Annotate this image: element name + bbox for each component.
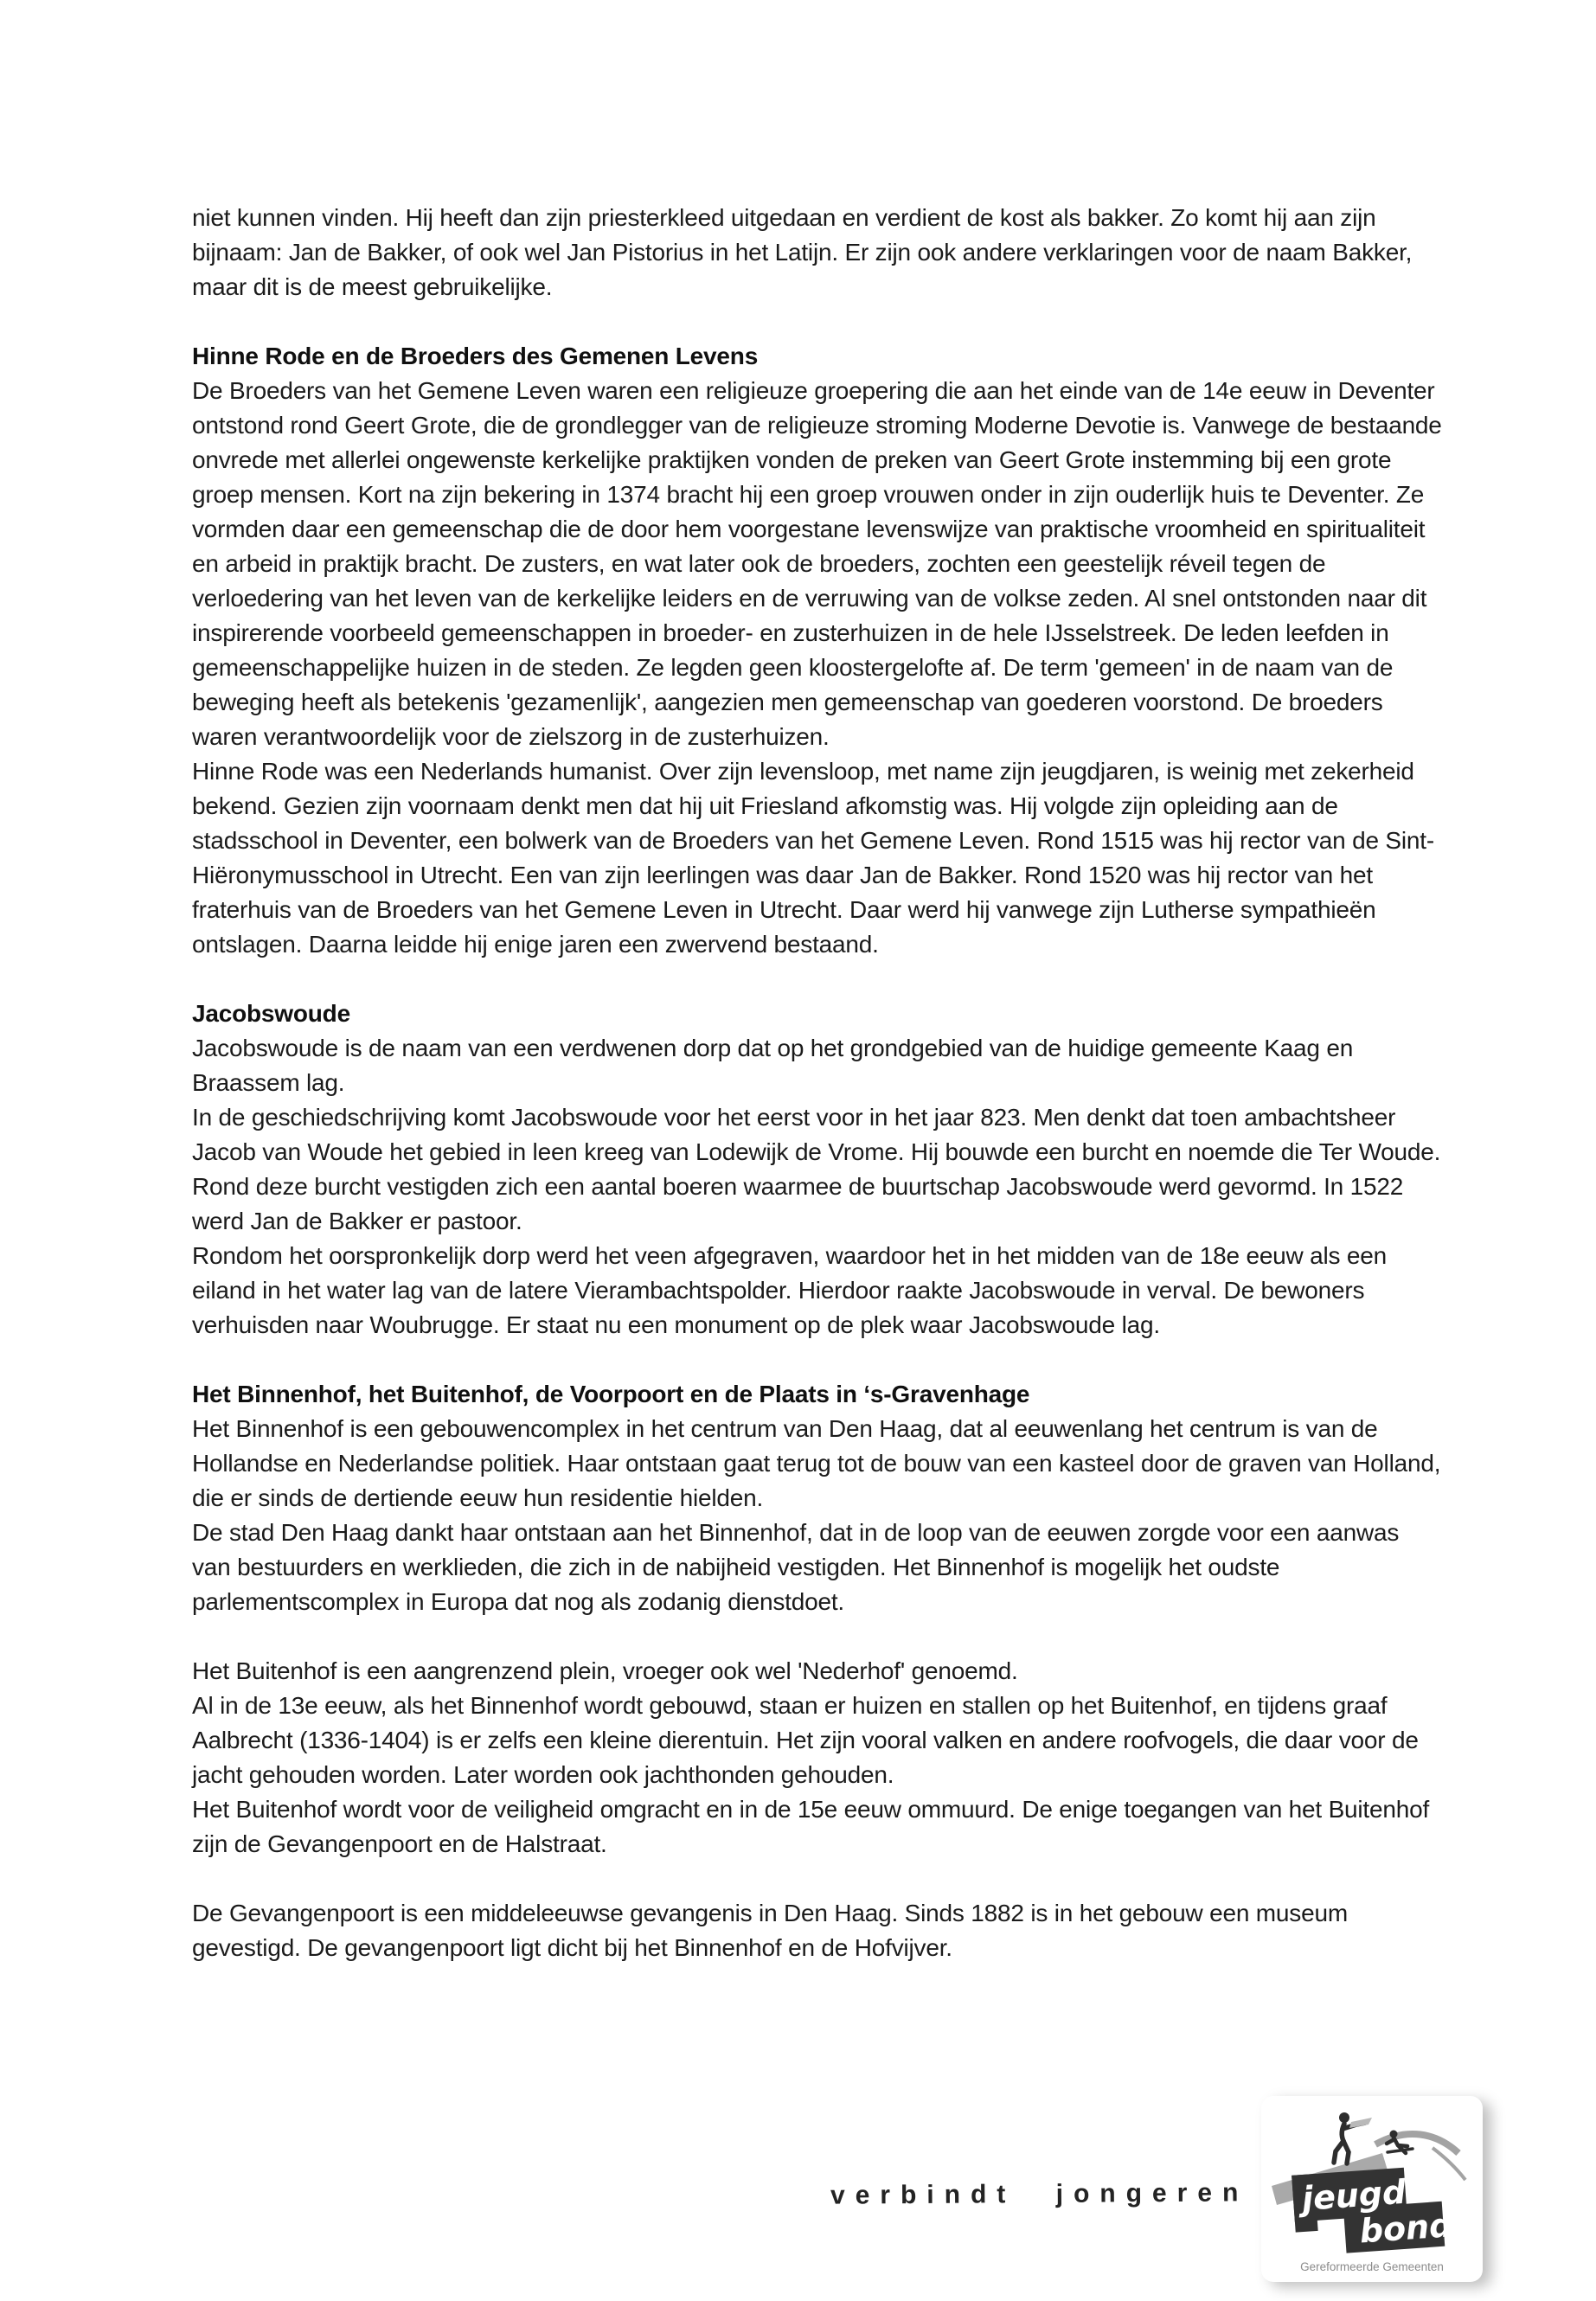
jeugdbond-logo bbox=[1261, 2096, 1483, 2282]
blank-line bbox=[192, 1343, 1442, 1377]
logo-subtitle: Gereformeerde Gemeenten bbox=[1300, 2260, 1444, 2273]
blank-line bbox=[192, 1862, 1442, 1896]
blank-line bbox=[192, 1619, 1442, 1654]
board-icon bbox=[1349, 2118, 1372, 2128]
logo-word-bond: bond bbox=[1358, 2206, 1454, 2251]
paragraph: Het Buitenhof is een aangrenzend plein, vroeger ook wel 'Nederhof' genoemd. bbox=[192, 1657, 1018, 1684]
paragraph: De Gevangenpoort is een middeleeuwse gevangenis in Den Haag. Sinds 1882 is in het gebouw een museum gevestigd. De gevangenpoort ligt dicht bij het Binnenhof en de Hofvijver. bbox=[192, 1900, 1348, 1961]
paragraph: Rondom het oorspronkelijk dorp werd het veen afgegraven, waardoor het in het midden van de 18e eeuw als een eiland in het water lag van de latere Vierambachtspolder. Hierdoor raakte Jacobswoude in verval. De bewoners verhuisden naar Woubrugge. Er staat nu een monument op de plek waar Jacobswoude lag. bbox=[192, 1242, 1388, 1338]
blank-line bbox=[192, 962, 1442, 997]
jeugdbond-logo-graphic bbox=[1261, 2096, 1483, 2282]
section-heading: Het Binnenhof, het Buitenhof, de Voorpoort en de Plaats in ‘s-Gravenhage bbox=[192, 1381, 1030, 1407]
paragraph: niet kunnen vinden. Hij heeft dan zijn priesterkleed uitgedaan en verdient de kost als bakker. Zo komt hij aan zijn bijnaam: Jan de Bakker, of ook wel Jan Pistorius in het Latijn. Er zijn ook andere verklaringen voor de naam Bakker, maar dit is de meest gebruikelijke. bbox=[192, 204, 1413, 300]
paragraph: De stad Den Haag dankt haar ontstaan aan het Binnenhof, dat in de loop van de eeuwen zorgde voor een aanwas van bestuurders en werklieden, die zich in de nabijheid vestigden. Het Binnenhof is mogelijk het oudste parlementscomplex in Europa dat nog als zodanig dienstdoet. bbox=[192, 1519, 1400, 1615]
logo-swoosh-tail bbox=[1433, 2148, 1465, 2180]
blank-line bbox=[192, 304, 1442, 339]
section-heading: Jacobswoude bbox=[192, 1000, 350, 1027]
document-body bbox=[192, 201, 1442, 1965]
tagline-verbindt-jongeren: verbindt jongeren bbox=[830, 2178, 1249, 2210]
paragraph: Hinne Rode was een Nederlands humanist. Over zijn levensloop, met name zijn jeugdjaren, is weinig met zekerheid bekend. Gezien zijn voornaam denkt men dat hij uit Friesland afkomstig was. Hij volgde zijn opleiding aan de stadsschool in Deventer, een bolwerk van de Broeders van het Gemene Leven. Rond 1515 was hij rector van de Sint-Hiëronymusschool in Utrecht. Een van zijn leerlingen was daar Jan de Bakker. Rond 1520 was hij rector van het fraterhuis van de Broeders van het Gemene Leven in Utrecht. Daar werd hij vanwege zijn Lutherse sympathieën ontslagen. Daarna leidde hij enige jaren een zwervend bestaand. bbox=[192, 758, 1435, 958]
paragraph: In de geschiedschrijving komt Jacobswoude voor het eerst voor in het jaar 823. Men denkt dat toen ambachtsheer Jacob van Woude het gebied in leen kreeg van Lodewijk de Vrome. Hij bouwde een burcht en noemde die Ter Woude. Rond deze burcht vestigden zich een aantal boeren waarmee de buurtschap Jacobswoude werd gevormd. In 1522 werd Jan de Bakker er pastoor. bbox=[192, 1104, 1441, 1234]
section-heading: Hinne Rode en de Broeders des Gemenen Levens bbox=[192, 343, 759, 369]
logo-word-jeugd: jeugd bbox=[1300, 2172, 1407, 2219]
paragraph: Jacobswoude is de naam van een verdwenen dorp dat op het grondgebied van de huidige gemeente Kaag en Braassem lag. bbox=[192, 1035, 1354, 1096]
logo-wordmark bbox=[1292, 2164, 1454, 2256]
paragraph: Al in de 13e eeuw, als het Binnenhof wordt gebouwd, staan er huizen en stallen op het Buitenhof, en tijdens graaf Aalbrecht (1336-1404) is er zelfs een kleine dierentuin. Het zijn vooral valken en andere roofvogels, die daar voor de jacht gehouden worden. Later worden ook jachthonden gehouden. bbox=[192, 1692, 1419, 1788]
paragraph: De Broeders van het Gemene Leven waren een religieuze groepering die aan het einde van de 14e eeuw in Deventer ontstond rond Geert Grote, die de grondlegger van de religieuze stroming Moderne Devotie is. Vanwege de bestaande onvrede met allerlei ongewenste kerkelijke praktijken vonden de preken van Geert Grote instemming bij een grote groep mensen. Kort na zijn bekering in 1374 bracht hij een groep vrouwen onder in zijn ouderlijk huis te Deventer. Ze vormden daar een gemeenschap die de door hem voorgestane levenswijze van praktische vroomheid en spiritualiteit en arbeid in praktijk bracht. De zusters, en wat later ook de broeders, zochten een geestelijk réveil tegen de verloedering van het leven van de kerkelijke leiders en de verruwing van de volkse zeden. Al snel ontstonden naar dit inspirerende voorbeeld gemeenschappen in broeder- en zusterhuizen in de hele IJsselstreek. De leden leefden in gemeenschappelijke huizen in de steden. Ze legden geen kloostergelofte af. De term 'gemeen' in de naam van de beweging heeft als betekenis 'gezamenlijk', aangezien men gemeenschap van goederen voorstond. De broeders waren verantwoordelijk voor de zielszorg in de zusterhuizen. bbox=[192, 377, 1442, 750]
paragraph: Het Binnenhof is een gebouwencomplex in het centrum van Den Haag, dat al eeuwenlang het centrum is van de Hollandse en Nederlandse politiek. Haar ontstaan gaat terug tot de bouw van een kasteel door de graven van Holland, die er sinds de dertiende eeuw hun residentie hielden. bbox=[192, 1415, 1441, 1511]
paragraph: Het Buitenhof wordt voor de veiligheid omgracht en in de 15e eeuw ommuurd. De enige toegangen van het Buitenhof zijn de Gevangenpoort en de Halstraat. bbox=[192, 1796, 1430, 1857]
